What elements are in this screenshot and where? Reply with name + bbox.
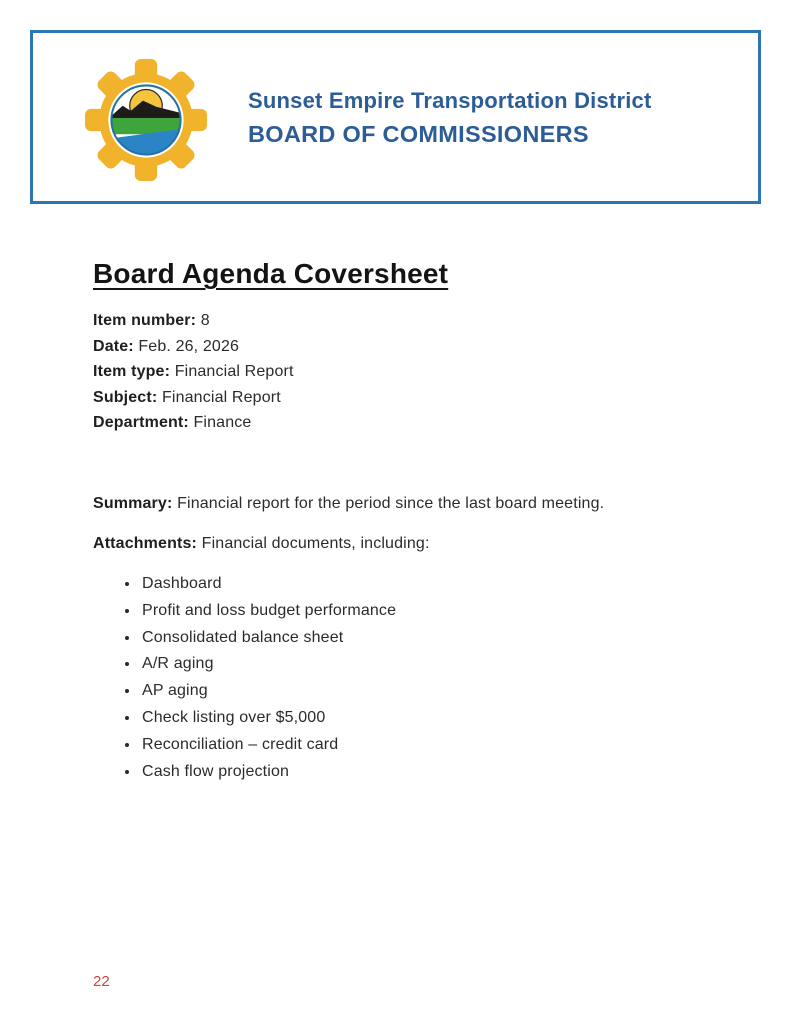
attachment-item: • Profit and loss budget performance (140, 598, 396, 625)
attachments-paragraph (93, 535, 430, 553)
field-label: Subject: (93, 388, 158, 406)
attachment-item: • Check listing over $5,000 (140, 705, 396, 732)
field-row (93, 359, 294, 385)
attachment-item: • Consolidated balance sheet (140, 625, 396, 652)
field-row (93, 334, 294, 360)
page-number: 22 (93, 973, 110, 990)
attachment-item: • Reconciliation – credit card (140, 732, 396, 759)
attachment-item: • Dashboard (140, 571, 396, 598)
field-label: Item type: (93, 363, 171, 381)
attachment-list (93, 571, 396, 785)
org-subtitle: BOARD OF COMMISSIONERS (248, 120, 589, 147)
attachment-item: • Cash flow projection (140, 759, 396, 786)
attachment-item: • A/R aging (140, 651, 396, 678)
field-list (93, 308, 294, 436)
field-row (93, 410, 294, 436)
field-value: Feb. 26, 2026 (138, 337, 240, 355)
field-value: Finance (193, 414, 252, 432)
header-banner (30, 30, 761, 204)
field-row (93, 308, 294, 334)
attachments-label: Attachments: (93, 535, 198, 552)
field-value: 8 (200, 312, 210, 329)
page-title: Board Agenda Coversheet (93, 258, 449, 289)
field-label: Date: (93, 337, 134, 355)
field-label: Item number: (93, 312, 197, 329)
field-value: Financial Report (174, 363, 294, 381)
field-row (93, 385, 294, 411)
field-value: Financial Report (161, 388, 281, 406)
attachments-value: Financial documents, including: (201, 535, 430, 552)
summary-paragraph (93, 495, 604, 513)
setd-gear-logo-icon (85, 54, 207, 186)
header-text-block (248, 87, 651, 148)
summary-label: Summary: (93, 495, 173, 512)
summary-value: Financial report for the period since the last board meeting. (177, 495, 605, 512)
attachment-item: • AP aging (140, 678, 396, 705)
field-label: Department: (93, 414, 189, 432)
org-name: Sunset Empire Transportation District (248, 88, 652, 113)
